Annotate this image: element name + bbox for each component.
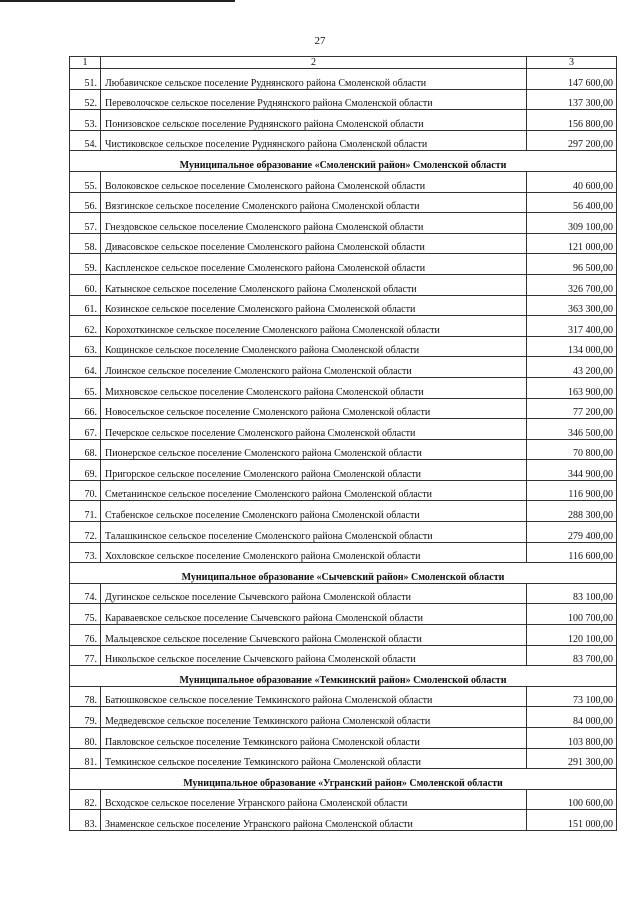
settlement-name: Всходское сельское поселение Угранского района Смоленской области: [101, 789, 527, 810]
amount-value: 70 800,00: [527, 439, 617, 460]
settlement-name: Кощинское сельское поселение Смоленского района Смоленской области: [101, 336, 527, 357]
row-number: 77.: [70, 645, 101, 666]
amount-value: 100 700,00: [527, 604, 617, 625]
row-number: 52.: [70, 89, 101, 110]
row-number: 70.: [70, 480, 101, 501]
settlement-name: Пригорское сельское поселение Смоленского района Смоленской области: [101, 460, 527, 481]
settlement-name: Дивасовское сельское поселение Смоленского района Смоленской области: [101, 233, 527, 254]
amount-value: 291 300,00: [527, 748, 617, 769]
settlement-name: Чистиковское сельское поселение Руднянского района Смоленской области: [101, 130, 527, 151]
table-header-row: [70, 57, 617, 69]
top-rule: [0, 0, 235, 2]
amount-value: 147 600,00: [527, 69, 617, 90]
settlement-name: Козинское сельское поселение Смоленского района Смоленской области: [101, 295, 527, 316]
settlement-name: Дугинское сельское поселение Сычевского района Смоленской области: [101, 583, 527, 604]
row-number: 65.: [70, 377, 101, 398]
settlement-name: Корохоткинское сельское поселение Смоленского района Смоленской области: [101, 316, 527, 337]
settlement-name: Лоинское сельское поселение Смоленского района Смоленской области: [101, 357, 527, 378]
settlement-name: Никольское сельское поселение Сычевского района Смоленской области: [101, 645, 527, 666]
amount-value: 103 800,00: [527, 728, 617, 749]
settlement-name: Понизовское сельское поселение Руднянского района Смоленской области: [101, 110, 527, 131]
table-row: [70, 604, 617, 625]
row-number: 56.: [70, 192, 101, 213]
row-number: 74.: [70, 583, 101, 604]
table-row: [70, 89, 617, 110]
amount-value: 77 200,00: [527, 398, 617, 419]
amount-value: 121 000,00: [527, 233, 617, 254]
row-number: 66.: [70, 398, 101, 419]
table-row: [70, 789, 617, 810]
settlement-name: Любавичское сельское поселение Руднянского района Смоленской области: [101, 69, 527, 90]
amount-value: 346 500,00: [527, 419, 617, 440]
table-row: [70, 192, 617, 213]
row-number: 79.: [70, 707, 101, 728]
table-row: [70, 336, 617, 357]
table-row: [70, 130, 617, 151]
table-row: [70, 419, 617, 440]
settlement-name: Пионерское сельское поселение Смоленского района Смоленской области: [101, 439, 527, 460]
row-number: 83.: [70, 810, 101, 831]
row-number: 51.: [70, 69, 101, 90]
table-row: [70, 213, 617, 234]
table-row: [70, 728, 617, 749]
amount-value: 317 400,00: [527, 316, 617, 337]
amount-value: 344 900,00: [527, 460, 617, 481]
section-header-row: [70, 666, 617, 687]
table-row: [70, 295, 617, 316]
section-title: Муниципальное образование «Темкинский район» Смоленской области: [70, 666, 617, 687]
row-number: 61.: [70, 295, 101, 316]
settlement-name: Сметанинское сельское поселение Смоленского района Смоленской области: [101, 480, 527, 501]
section-header-row: [70, 563, 617, 584]
amount-value: 363 300,00: [527, 295, 617, 316]
settlement-name: Талашкинское сельское поселение Смоленского района Смоленской области: [101, 522, 527, 543]
settlement-name: Печерское сельское поселение Смоленского района Смоленской области: [101, 419, 527, 440]
settlement-name: Караваевское сельское поселение Сычевского района Смоленской области: [101, 604, 527, 625]
row-number: 63.: [70, 336, 101, 357]
amount-value: 288 300,00: [527, 501, 617, 522]
table-row: [70, 357, 617, 378]
table-row: [70, 460, 617, 481]
row-number: 75.: [70, 604, 101, 625]
section-title: Муниципальное образование «Сычевский район» Смоленской области: [70, 563, 617, 584]
amount-value: 83 700,00: [527, 645, 617, 666]
settlement-name: Павловское сельское поселение Темкинского района Смоленской области: [101, 728, 527, 749]
row-number: 58.: [70, 233, 101, 254]
amount-value: 116 600,00: [527, 542, 617, 563]
settlement-name: Батюшковское сельское поселение Темкинского района Смоленской области: [101, 686, 527, 707]
settlement-name: Михновское сельское поселение Смоленского района Смоленской области: [101, 377, 527, 398]
amount-value: 84 000,00: [527, 707, 617, 728]
section-title: Муниципальное образование «Смоленский район» Смоленской области: [70, 151, 617, 172]
settlement-name: Переволочское сельское поселение Руднянского района Смоленской области: [101, 89, 527, 110]
section-title: Муниципальное образование «Угранский район» Смоленской области: [70, 769, 617, 790]
settlement-name: Вязгинское сельское поселение Смоленского района Смоленской области: [101, 192, 527, 213]
table-row: [70, 439, 617, 460]
row-number: 71.: [70, 501, 101, 522]
settlement-name: Медведевское сельское поселение Темкинского района Смоленской области: [101, 707, 527, 728]
table-row: [70, 398, 617, 419]
row-number: 78.: [70, 686, 101, 707]
row-number: 54.: [70, 130, 101, 151]
row-number: 67.: [70, 419, 101, 440]
header-col-3: 3: [527, 57, 617, 69]
table-row: [70, 274, 617, 295]
amount-value: 43 200,00: [527, 357, 617, 378]
row-number: 55.: [70, 171, 101, 192]
page-number: 27: [314, 35, 326, 47]
table-row: [70, 625, 617, 646]
row-number: 57.: [70, 213, 101, 234]
table-row: [70, 810, 617, 831]
amount-value: 151 000,00: [527, 810, 617, 831]
table-row: [70, 748, 617, 769]
amount-value: 120 100,00: [527, 625, 617, 646]
settlement-name: Волоковское сельское поселение Смоленского района Смоленской области: [101, 171, 527, 192]
amount-value: 163 900,00: [527, 377, 617, 398]
table-row: [70, 707, 617, 728]
settlement-name: Стабенское сельское поселение Смоленского района Смоленской области: [101, 501, 527, 522]
table-row: [70, 171, 617, 192]
row-number: 64.: [70, 357, 101, 378]
settlement-name: Темкинское сельское поселение Темкинского района Смоленской области: [101, 748, 527, 769]
row-number: 73.: [70, 542, 101, 563]
amount-value: 40 600,00: [527, 171, 617, 192]
amount-value: 116 900,00: [527, 480, 617, 501]
table-row: [70, 377, 617, 398]
table-row: [70, 686, 617, 707]
row-number: 59.: [70, 254, 101, 275]
allocation-table: [69, 56, 617, 831]
amount-value: 297 200,00: [527, 130, 617, 151]
row-number: 81.: [70, 748, 101, 769]
amount-value: 56 400,00: [527, 192, 617, 213]
table-row: [70, 522, 617, 543]
amount-value: 134 000,00: [527, 336, 617, 357]
amount-value: 96 500,00: [527, 254, 617, 275]
settlement-name: Катынское сельское поселение Смоленского района Смоленской области: [101, 274, 527, 295]
settlement-name: Новосельское сельское поселение Смоленского района Смоленской области: [101, 398, 527, 419]
row-number: 60.: [70, 274, 101, 295]
amount-value: 156 800,00: [527, 110, 617, 131]
row-number: 76.: [70, 625, 101, 646]
amount-value: 100 600,00: [527, 789, 617, 810]
table-row: [70, 69, 617, 90]
table-row: [70, 480, 617, 501]
settlement-name: Гнездовское сельское поселение Смоленского района Смоленской области: [101, 213, 527, 234]
section-header-row: [70, 151, 617, 172]
settlement-name: Знаменское сельское поселение Угранского района Смоленской области: [101, 810, 527, 831]
row-number: 62.: [70, 316, 101, 337]
table-row: [70, 542, 617, 563]
amount-value: 326 700,00: [527, 274, 617, 295]
header-col-2: 2: [101, 57, 527, 69]
settlement-name: Мальцевское сельское поселение Сычевского района Смоленской области: [101, 625, 527, 646]
section-header-row: [70, 769, 617, 790]
row-number: 80.: [70, 728, 101, 749]
table-row: [70, 316, 617, 337]
row-number: 82.: [70, 789, 101, 810]
table-row: [70, 233, 617, 254]
table-row: [70, 583, 617, 604]
row-number: 72.: [70, 522, 101, 543]
table-row: [70, 110, 617, 131]
table-row: [70, 645, 617, 666]
header-col-1: 1: [70, 57, 101, 69]
settlement-name: Хохловское сельское поселение Смоленского района Смоленской области: [101, 542, 527, 563]
amount-value: 73 100,00: [527, 686, 617, 707]
amount-value: 309 100,00: [527, 213, 617, 234]
row-number: 69.: [70, 460, 101, 481]
table-row: [70, 501, 617, 522]
row-number: 53.: [70, 110, 101, 131]
amount-value: 137 300,00: [527, 89, 617, 110]
amount-value: 83 100,00: [527, 583, 617, 604]
row-number: 68.: [70, 439, 101, 460]
settlement-name: Каспленское сельское поселение Смоленского района Смоленской области: [101, 254, 527, 275]
amount-value: 279 400,00: [527, 522, 617, 543]
table-row: [70, 254, 617, 275]
